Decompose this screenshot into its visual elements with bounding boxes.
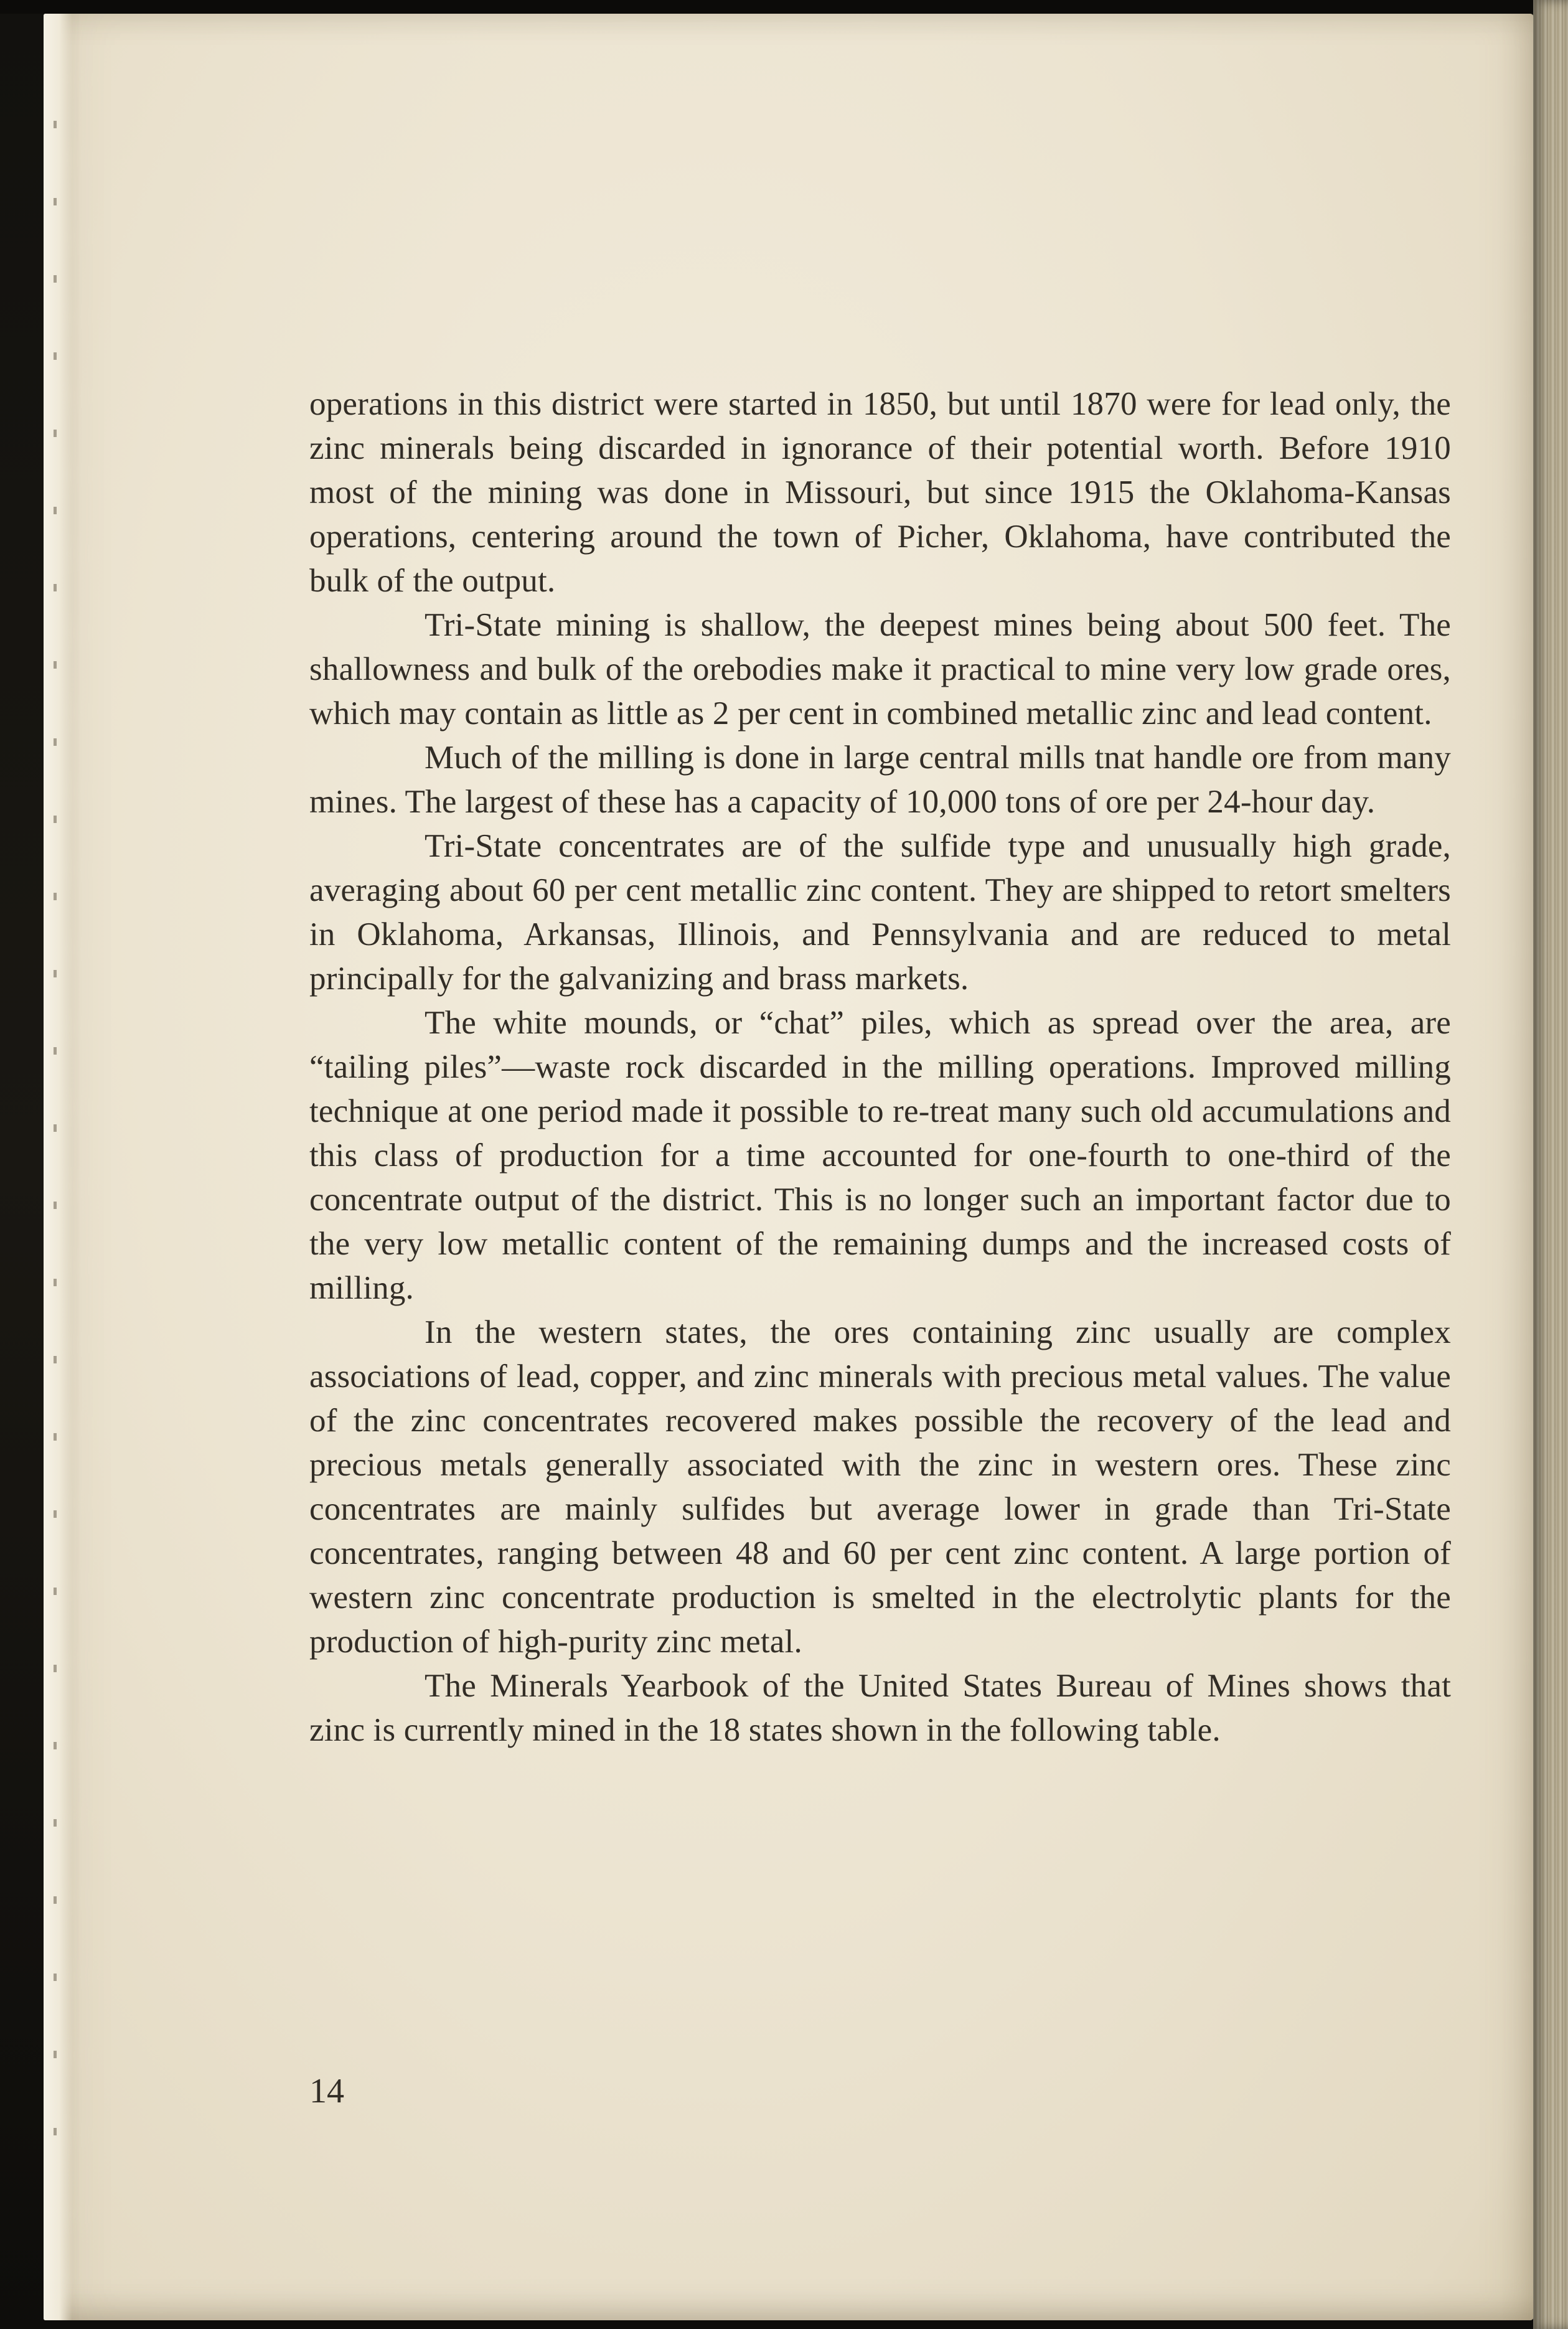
- paragraph: Much of the milling is done in large central mills tnat handle ore from many mines. The largest of these has a capacity of 10,000 tons of ore per 24-hour day.: [309, 740, 1451, 820]
- paragraph: In the western states, the ores containing zinc usually are complex associations of lead, copper, and zinc minerals with precious metal values. The value of the zinc concentrates recovered makes possible the recovery of the lead and precious metals generally associated with the zinc in western ores. These zinc concentrates are mainly sulfides but average lower in grade than Tri-State concentrates, ranging between 48 and 60 per cent zinc content. A large portion of western zinc concentrate production is smelted in the electrolytic plants for the production of high-purity zinc metal.: [309, 1314, 1451, 1660]
- stitch-marks: [54, 51, 57, 2173]
- paragraph: The white mounds, or “chat” piles, which as spread over the area, are “tailing piles”—waste rock discarded in the milling operations. Improved milling technique at one period made it possible to re-treat many such old accumulations and this class of production for a time accounted for one-fourth to one-third of the concentrate output of the district. This is no longer such an important factor due to the very low metallic content of the remaining dumps and the increased costs of milling.: [309, 1005, 1451, 1306]
- page-stack-edge: [1533, 0, 1568, 2329]
- paragraph: Tri-State mining is shallow, the deepest mines being about 500 feet. The shallowness and bulk of the orebodies make it practical to mine very low grade ores, which may contain as little as 2 per cent in combined metallic zinc and lead content.: [309, 607, 1451, 732]
- paragraph: operations in this district were started in 1850, but until 1870 were for lead only, the zinc minerals being discarded in ignorance of their potential worth. Before 1910 most of the mining was done in Missouri, but since 1915 the Oklahoma-Kansas operations, centering around the town of Picher, Oklahoma, have contributed the bulk of the output.: [309, 386, 1451, 599]
- book-page: [44, 14, 1534, 2320]
- photo-backdrop-edge: [0, 0, 1568, 14]
- paragraph: The Minerals Yearbook of the United States Bureau of Mines shows that zinc is currently mined in the 18 states shown in the following table.: [309, 1668, 1451, 1748]
- page-text: [309, 382, 1451, 1753]
- binding-edge: [44, 14, 72, 2320]
- paragraph: Tri-State concentrates are of the sulfide type and unusually high grade, averaging about 60 per cent metallic zinc content. They are shipped to retort smelters in Oklahoma, Arkansas, Illinois, and Pennsylvania and are reduced to metal principally for the galvanizing and brass markets.: [309, 828, 1451, 997]
- page-number: 14: [309, 2072, 344, 2110]
